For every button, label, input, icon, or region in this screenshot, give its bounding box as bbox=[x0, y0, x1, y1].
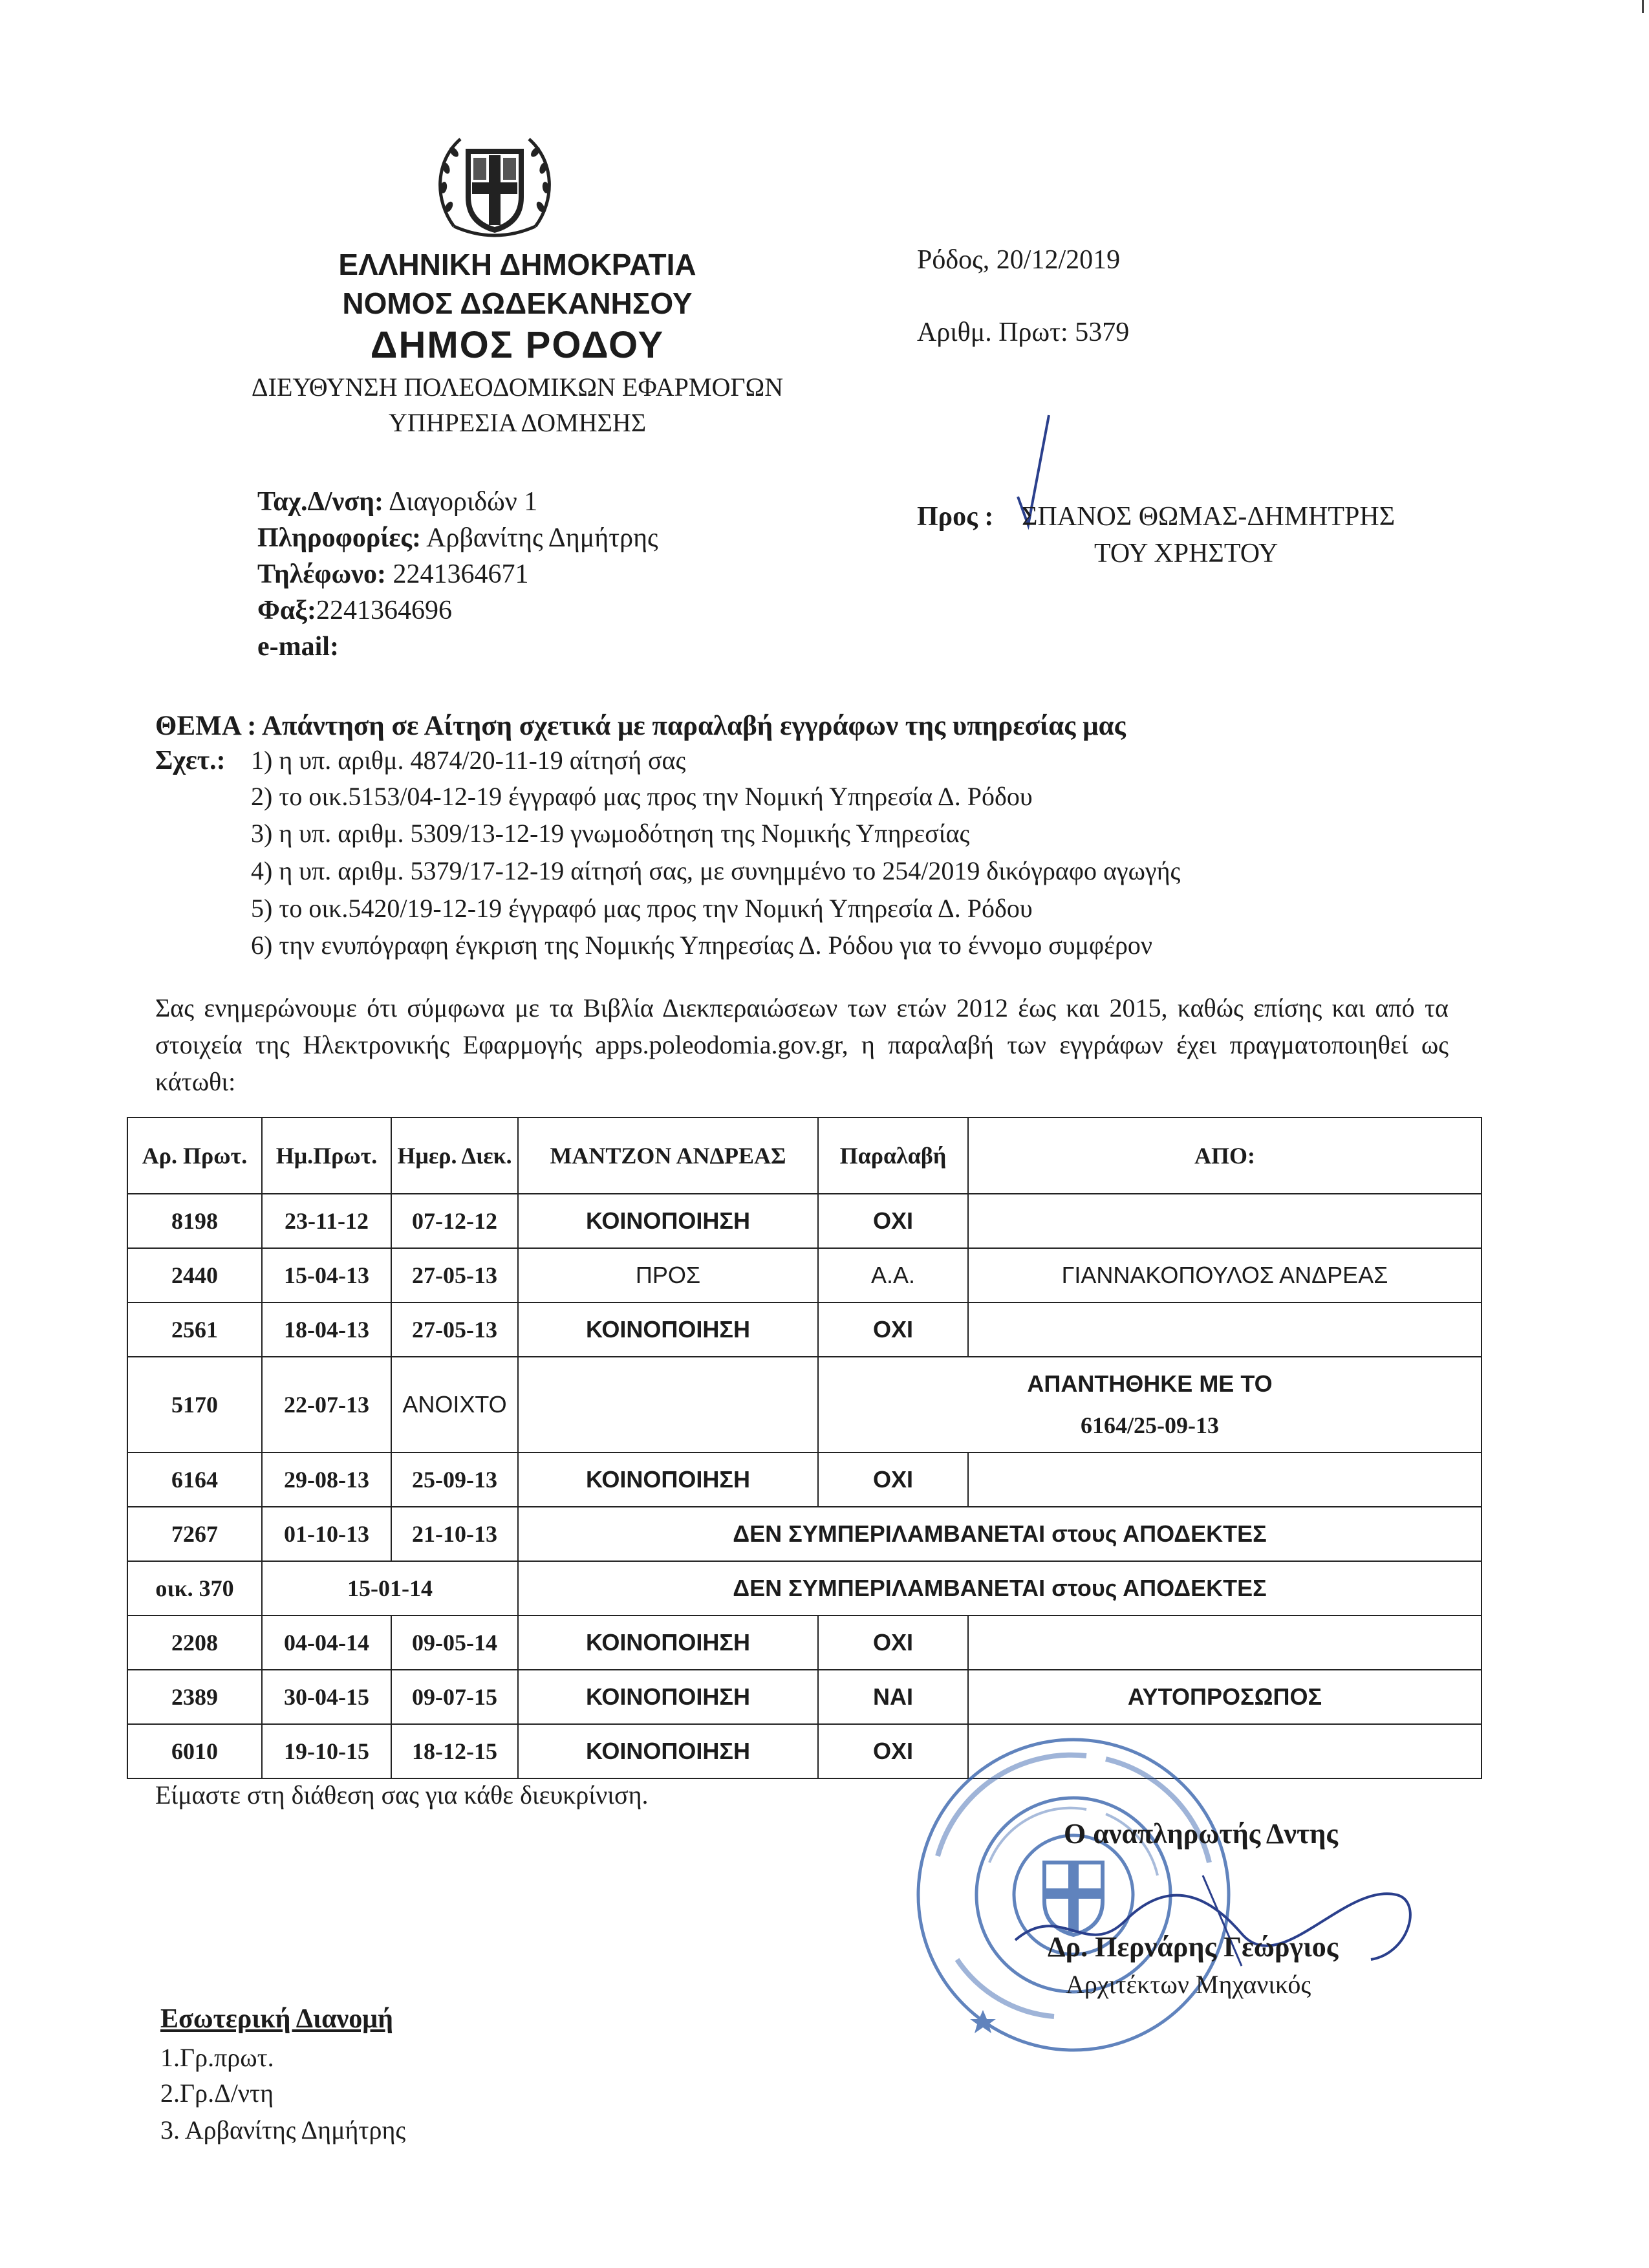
cell-number: 5170 bbox=[127, 1357, 262, 1453]
cell-from bbox=[968, 1194, 1482, 1248]
info-line bbox=[257, 523, 658, 554]
table-row bbox=[127, 1670, 1482, 1724]
phone-label: Τηλέφωνο: bbox=[257, 559, 386, 589]
fax-line bbox=[257, 595, 452, 626]
cell-receipt: ΟΧΙ bbox=[818, 1724, 968, 1778]
cell-from: ΑΥΤΟΠΡΟΣΩΠΟΣ bbox=[968, 1670, 1482, 1724]
cell-number: 6010 bbox=[127, 1724, 262, 1778]
cell-type: ΚΟΙΝΟΠΟΙΗΣΗ bbox=[518, 1670, 818, 1724]
country-title: ΕΛΛΗΝΙΚΗ ΔΗΜΟΚΡΑΤΙΑ bbox=[338, 248, 696, 281]
coat-of-arms-icon bbox=[435, 129, 555, 246]
cell-from bbox=[968, 1302, 1482, 1357]
phone-line bbox=[257, 559, 528, 590]
cell-date: 15-04-13 bbox=[262, 1248, 391, 1302]
cell-span-note: ΔΕΝ ΣΥΜΠΕΡΙΛΑΜΒΑΝΕΤΑΙ στους ΑΠΟΔΕΚΤΕΣ bbox=[518, 1561, 1482, 1615]
service-name: ΥΠΗΡΕΣΙΑ ΔΟΜΗΣΗΣ bbox=[388, 408, 647, 437]
col-header-receipt: Παραλαβή bbox=[818, 1118, 968, 1194]
cell-number: 8198 bbox=[127, 1194, 262, 1248]
reference-item-1: 1) η υπ. αριθμ. 4874/20-11-19 αίτησή σας bbox=[251, 746, 686, 775]
cell-dispatch: 09-07-15 bbox=[391, 1670, 518, 1724]
table-row bbox=[127, 1302, 1482, 1357]
prefecture-title: ΝΟΜΟΣ ΔΩΔΕΚΑΝΗΣΟΥ bbox=[342, 286, 693, 320]
signatory-name: Δρ. Περνάρης Γεώργιος bbox=[1048, 1931, 1339, 1963]
cell-span-note: ΔΕΝ ΣΥΜΠΕΡΙΛΑΜΒΑΝΕΤΑΙ στους ΑΠΟΔΕΚΤΕΣ bbox=[518, 1507, 1482, 1561]
cell-number: 2389 bbox=[127, 1670, 262, 1724]
municipality-title: ΔΗΜΟΣ ΡΟΔΟΥ bbox=[370, 324, 665, 366]
reference-item-5: 5) το οικ.5420/19-12-19 έγγραφό μας προς την Νομική Υπηρεσία Δ. Ρόδου bbox=[251, 894, 1033, 923]
distribution-title: Εσωτερική Διανομή bbox=[160, 2004, 393, 2034]
cell-dispatch: 18-12-15 bbox=[391, 1724, 518, 1778]
table-row bbox=[127, 1194, 1482, 1248]
cell-date: 30-04-15 bbox=[262, 1670, 391, 1724]
cell-number: 6164 bbox=[127, 1453, 262, 1507]
cell-dispatch: 09-05-14 bbox=[391, 1615, 518, 1670]
cell-date: 04-04-14 bbox=[262, 1615, 391, 1670]
cell-receipt: ΟΧΙ bbox=[818, 1453, 968, 1507]
cell-type: ΚΟΙΝΟΠΟΙΗΣΗ bbox=[518, 1724, 818, 1778]
cell-type: ΚΟΙΝΟΠΟΙΗΣΗ bbox=[518, 1453, 818, 1507]
table-row bbox=[127, 1453, 1482, 1507]
distribution-item: 2.Γρ.Δ/ντη bbox=[160, 2079, 274, 2108]
closing-sentence: Είμαστε στη διάθεση σας για κάθε διευκρίνιση. bbox=[155, 1780, 649, 1809]
info-value: Αρβανίτης Δημήτρης bbox=[420, 523, 658, 553]
recipient-label: Προς : bbox=[917, 502, 994, 532]
cell-dispatch: ΑΝΟΙΧΤΟ bbox=[391, 1357, 518, 1453]
cell-number: οικ. 370 bbox=[127, 1561, 262, 1615]
reference-item-2: 2) το οικ.5153/04-12-19 έγγραφό μας προς την Νομική Υπηρεσία Δ. Ρόδου bbox=[251, 782, 1033, 811]
phone-value: 2241364671 bbox=[385, 559, 529, 589]
col-header-from: ΑΠΟ: bbox=[968, 1118, 1482, 1194]
table-row bbox=[127, 1724, 1482, 1778]
cell-type: ΚΟΙΝΟΠΟΙΗΣΗ bbox=[518, 1194, 818, 1248]
cell-date: 29-08-13 bbox=[262, 1453, 391, 1507]
fax-label: Φαξ: bbox=[257, 596, 316, 625]
info-label: Πληροφορίες: bbox=[257, 523, 421, 553]
cell-date: 01-10-13 bbox=[262, 1507, 391, 1561]
signatory-title: Αρχιτέκτων Μηχανικός bbox=[1066, 1970, 1311, 1999]
table-row bbox=[127, 1615, 1482, 1670]
cell-date: 22-07-13 bbox=[262, 1357, 391, 1453]
signatory-role: Ο αναπληρωτής Δντης bbox=[1064, 1818, 1338, 1850]
col-header-date: Ημ.Πρωτ. bbox=[262, 1118, 391, 1194]
note-line-2: 6164/25-09-13 bbox=[1081, 1412, 1219, 1438]
cell-dispatch: 21-10-13 bbox=[391, 1507, 518, 1561]
col-header-recipient: ΜΑΝΤΖΟΝ ΑΝΔΡΕΑΣ bbox=[518, 1118, 818, 1194]
col-header-dispatch: Ημερ. Διεκ. bbox=[391, 1118, 518, 1194]
references-label: Σχετ.: bbox=[155, 746, 226, 775]
cell-date: 23-11-12 bbox=[262, 1194, 391, 1248]
email-label: e-mail: bbox=[257, 632, 339, 662]
protocol-number: Αριθμ. Πρωτ: 5379 bbox=[917, 318, 1130, 347]
cell-dispatch: 27-05-13 bbox=[391, 1302, 518, 1357]
body-paragraph: Σας ενημερώνουμε ότι σύμφωνα με τα Βιβλία Διεκπεραιώσεων των ετών 2012 έως και 2015, καθώς επίσης και από τα στοιχεία της Ηλεκτρονικής Εφαρμογής apps.poleodomia.gov.gr, η παραλαβή των εγγράφων έχει πραγματοποιηθεί ως κάτωθι: bbox=[155, 993, 1449, 1096]
subject-line: ΘΕΜΑ : Απάντηση σε Αίτηση σχετικά με παραλαβή εγγράφων της υπηρεσίας μας bbox=[155, 711, 1126, 741]
cell-date: 15-01-14 bbox=[262, 1561, 518, 1615]
recipient-father: ΤΟΥ ΧΡΗΣΤΟΥ bbox=[1094, 539, 1278, 568]
table-row bbox=[127, 1507, 1482, 1561]
distribution-item: 1.Γρ.πρωτ. bbox=[160, 2043, 274, 2072]
cell-number: 2208 bbox=[127, 1615, 262, 1670]
cell-dispatch: 25-09-13 bbox=[391, 1453, 518, 1507]
cell-type bbox=[518, 1357, 818, 1453]
col-header-number: Αρ. Πρωτ. bbox=[127, 1118, 262, 1194]
reference-item-4: 4) η υπ. αριθμ. 5379/17-12-19 αίτησή σας, με συνημμένο το 254/2019 δικόγραφο αγωγής bbox=[251, 856, 1181, 885]
cell-note bbox=[818, 1357, 1482, 1453]
cell-date: 19-10-15 bbox=[262, 1724, 391, 1778]
cell-from: ΓΙΑΝΝΑΚΟΠΟΥΛΟΣ ΑΝΔΡΕΑΣ bbox=[968, 1248, 1482, 1302]
cell-dispatch: 27-05-13 bbox=[391, 1248, 518, 1302]
table-row bbox=[127, 1357, 1482, 1453]
cell-date: 18-04-13 bbox=[262, 1302, 391, 1357]
fax-value: 2241364696 bbox=[316, 596, 452, 625]
table-row bbox=[127, 1561, 1482, 1615]
recipient-name: ΣΠΑΝΟΣ ΘΩΜΑΣ-ΔΗΜΗΤΡΗΣ bbox=[1022, 502, 1396, 532]
scan-edge-mark bbox=[1642, 0, 1644, 13]
cell-receipt: ΟΧΙ bbox=[818, 1194, 968, 1248]
email-line bbox=[257, 631, 339, 662]
cell-number: 2440 bbox=[127, 1248, 262, 1302]
address-line bbox=[257, 486, 537, 517]
cell-type: ΚΟΙΝΟΠΟΙΗΣΗ bbox=[518, 1615, 818, 1670]
cell-type: ΚΟΙΝΟΠΟΙΗΣΗ bbox=[518, 1302, 818, 1357]
cell-from bbox=[968, 1453, 1482, 1507]
place-date: Ρόδος, 20/12/2019 bbox=[917, 245, 1121, 275]
cell-receipt: ΟΧΙ bbox=[818, 1615, 968, 1670]
cell-receipt: ΝΑΙ bbox=[818, 1670, 968, 1724]
distribution-item: 3. Αρβανίτης Δημήτρης bbox=[160, 2115, 406, 2144]
cell-number: 7267 bbox=[127, 1507, 262, 1561]
table-header-row bbox=[127, 1118, 1482, 1194]
cell-receipt: Α.Α. bbox=[818, 1248, 968, 1302]
correspondence-table bbox=[127, 1117, 1482, 1779]
cell-type: ΠΡΟΣ bbox=[518, 1248, 818, 1302]
cell-from bbox=[968, 1615, 1482, 1670]
cell-receipt: ΟΧΙ bbox=[818, 1302, 968, 1357]
table-row bbox=[127, 1248, 1482, 1302]
address-value: Διαγοριδών 1 bbox=[383, 487, 538, 517]
cell-number: 2561 bbox=[127, 1302, 262, 1357]
reference-item-3: 3) η υπ. αριθμ. 5309/13-12-19 γνωμοδότηση της Νομικής Υπηρεσίας bbox=[251, 819, 970, 848]
cell-dispatch: 07-12-12 bbox=[391, 1194, 518, 1248]
directorate-name: ΔΙΕΥΘΥΝΣΗ ΠΟΛΕΟΔΟΜΙΚΩΝ ΕΦΑΡΜΟΓΩΝ bbox=[251, 373, 784, 402]
address-label: Ταχ.Δ/νση: bbox=[257, 487, 383, 517]
note-line-1: ΑΠΑΝΤΗΘΗΚΕ ΜΕ ΤΟ bbox=[1027, 1370, 1273, 1397]
reference-item-6: 6) την ενυπόγραφη έγκριση της Νομικής Υπηρεσίας Δ. Ρόδου για το έννομο συμφέρον bbox=[251, 931, 1152, 960]
